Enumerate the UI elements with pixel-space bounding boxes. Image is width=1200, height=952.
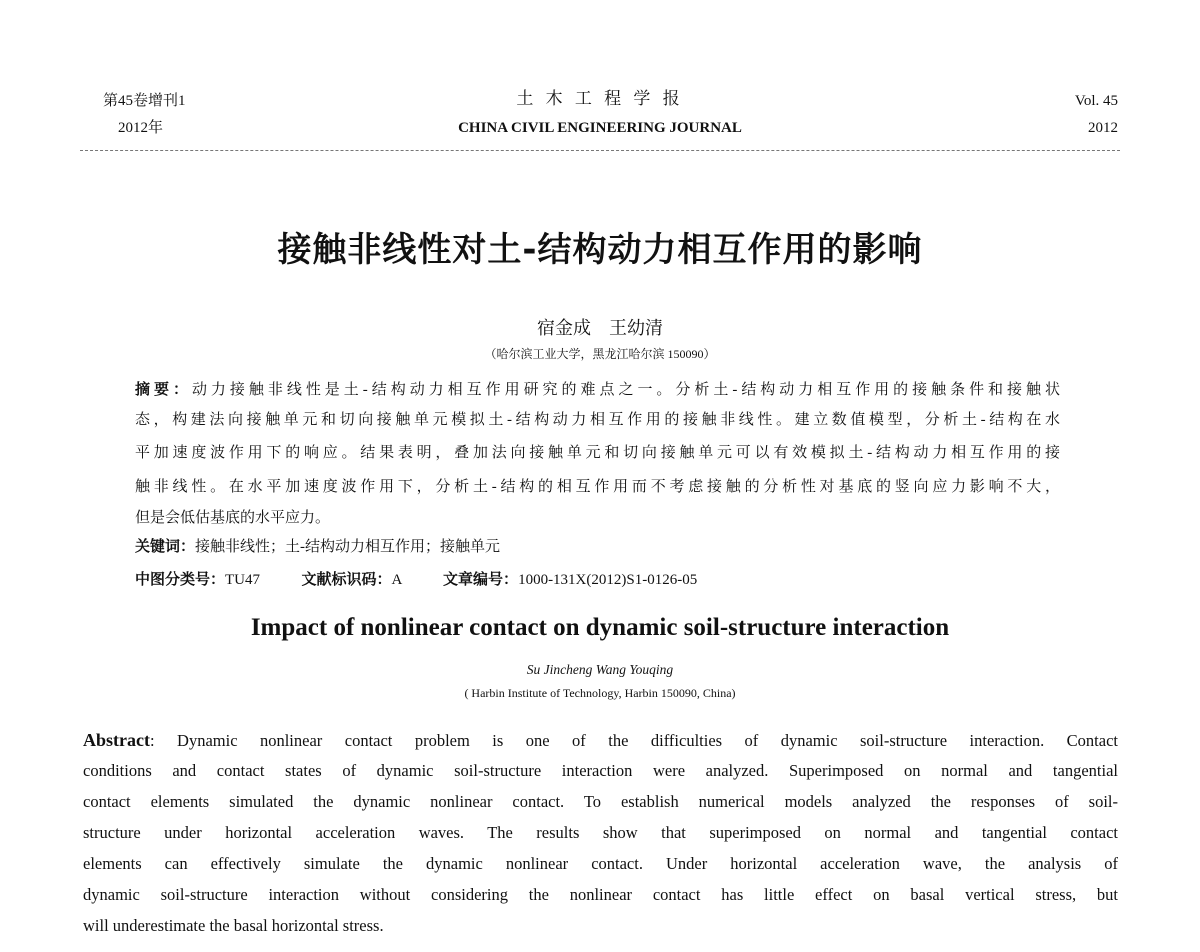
abstract-cn-line: 态，构建法向接触单元和切向接触单元模拟土-结构动力相互作用的接触非线性。建立数值模型，分析土-结构在水 [135, 412, 1060, 428]
volume-en: Vol. 45 [1074, 93, 1118, 109]
abstract-en-line: elements can effectively simulate the dynamic nonlinear contact. Under horizontal acceleration wave, the analysis of [83, 854, 1118, 873]
keywords-cn: 关键词：接触非线性；土-结构动力相互作用；接触单元 [135, 539, 501, 555]
abstract-en-line: dynamic soil-structure interaction without considering the nonlinear contact has little effect on basal vertical stress, but [83, 885, 1118, 904]
abstract-en-line: conditions and contact states of dynamic soil-structure interaction were analyzed. Superimposed on normal and tangential [83, 761, 1118, 780]
affiliation-en: ( Harbin Institute of Technology, Harbin 150090, China) [464, 686, 736, 700]
affiliation-cn: （哈尔滨工业大学，黑龙江哈尔滨 150090） [484, 347, 716, 361]
authors-cn: 宿金成 王幼清 [537, 318, 663, 338]
abstract-en-line: contact elements simulated the dynamic nonlinear contact. To establish numerical models analyzed the responses of soil- [83, 792, 1118, 811]
abstract-en-line: structure under horizontal acceleration waves. The results show that superimposed on normal and tangential contact [83, 823, 1118, 842]
abstract-cn-line: 但是会低估基底的水平应力。 [135, 510, 331, 526]
abstract-cn-label: 摘要： [135, 382, 192, 398]
journal-name-cn: 土 木 工 程 学 报 [516, 89, 684, 108]
abstract-en-line: will underestimate the basal horizontal stress. [83, 916, 384, 935]
journal-name-en: CHINA CIVIL ENGINEERING JOURNAL [458, 120, 742, 136]
classification-line: 中图分类号：TU47 文献标识码：A 文章编号：1000-131X(2012)S1-0126-05 [135, 572, 698, 588]
title-cn: 接触非线性对土-结构动力相互作用的影响 [277, 230, 923, 270]
abstract-cn-line: 平加速度波作用下的响应。结果表明，叠加法向接触单元和切向接触单元可以有效模拟土-结构动力相互作用的接 [135, 445, 1060, 461]
title-en: Impact of nonlinear contact on dynamic soil-structure interaction [250, 614, 950, 641]
abstract-cn-line: 摘要：动力接触非线性是土-结构动力相互作用研究的难点之一。分析土-结构动力相互作用的接触条件和接触状 [135, 382, 1060, 398]
authors-en: Su Jincheng Wang Youqing [526, 662, 674, 677]
year-en: 2012 [1088, 120, 1118, 136]
year-cn: 2012年 [118, 120, 164, 136]
abstract-cn-line: 触非线性。在水平加速度波作用下，分析土-结构的相互作用而不考虑接触的分析性对基底的竖向应力影响不大， [135, 479, 1060, 495]
volume-issue: 第45卷增刊1 [103, 93, 186, 109]
abstract-en-line: Abstract: Dynamic nonlinear contact problem is one of the difficulties of dynamic soil-structure interaction. Contact [83, 730, 1118, 750]
abstract-en-label: Abstract [83, 730, 150, 750]
header-rule [80, 150, 1120, 151]
